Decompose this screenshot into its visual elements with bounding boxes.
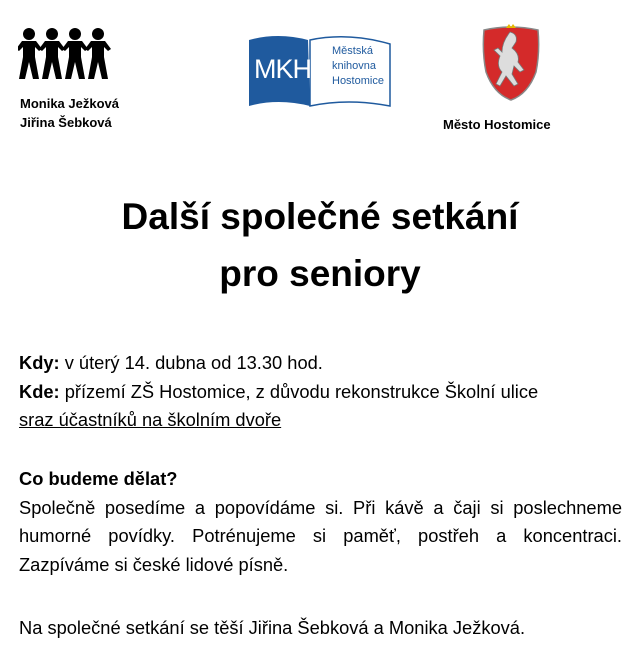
- event-info: [19, 349, 622, 435]
- title-line: Další společné setkání: [121, 196, 519, 237]
- coat-of-arms-lion-icon: [480, 22, 542, 102]
- activities-section: [19, 465, 622, 579]
- activities-text: Společně posedíme a popovídáme si. Při kávě a čaji si poslechneme humorné povídky. Potrénujeme si paměť, postřeh a koncentraci. Zazpíváme si české lidové písně.: [19, 496, 622, 575]
- logo-text-line: Hostomice: [332, 75, 384, 87]
- library-logo-letters: MKH: [254, 54, 311, 84]
- where-line: [19, 378, 622, 407]
- title-line: pro seniory: [219, 253, 421, 294]
- when-line: [19, 349, 622, 378]
- where-label: Kde:: [19, 380, 60, 402]
- organizer-name: Monika Ježková: [20, 96, 119, 111]
- library-logo: [248, 32, 393, 108]
- closing-text: Na společné setkání se těší Jiřina Šebková a Monika Ježková.: [19, 617, 526, 638]
- page-title: [0, 188, 640, 302]
- logo-text-line: Městská: [332, 45, 373, 57]
- where-value: přízemí ZŠ Hostomice, z důvodu rekonstrukce Školní ulice: [59, 380, 539, 402]
- meeting-point: sraz účastníků na školním dvoře: [19, 409, 282, 430]
- logo-text-line: knihovna: [332, 60, 377, 72]
- when-value: v úterý 14. dubna od 13.30 hod.: [59, 352, 323, 373]
- paper-dolls-people-icon: [18, 26, 118, 82]
- town-caption: Město Hostomice: [443, 117, 551, 132]
- activities-heading: Co budeme dělat?: [19, 468, 178, 489]
- when-label: Kdy:: [19, 352, 60, 373]
- library-logo-text: [332, 44, 384, 89]
- organizers-caption: [20, 94, 119, 132]
- organizer-name: Jiřina Šebková: [20, 115, 112, 130]
